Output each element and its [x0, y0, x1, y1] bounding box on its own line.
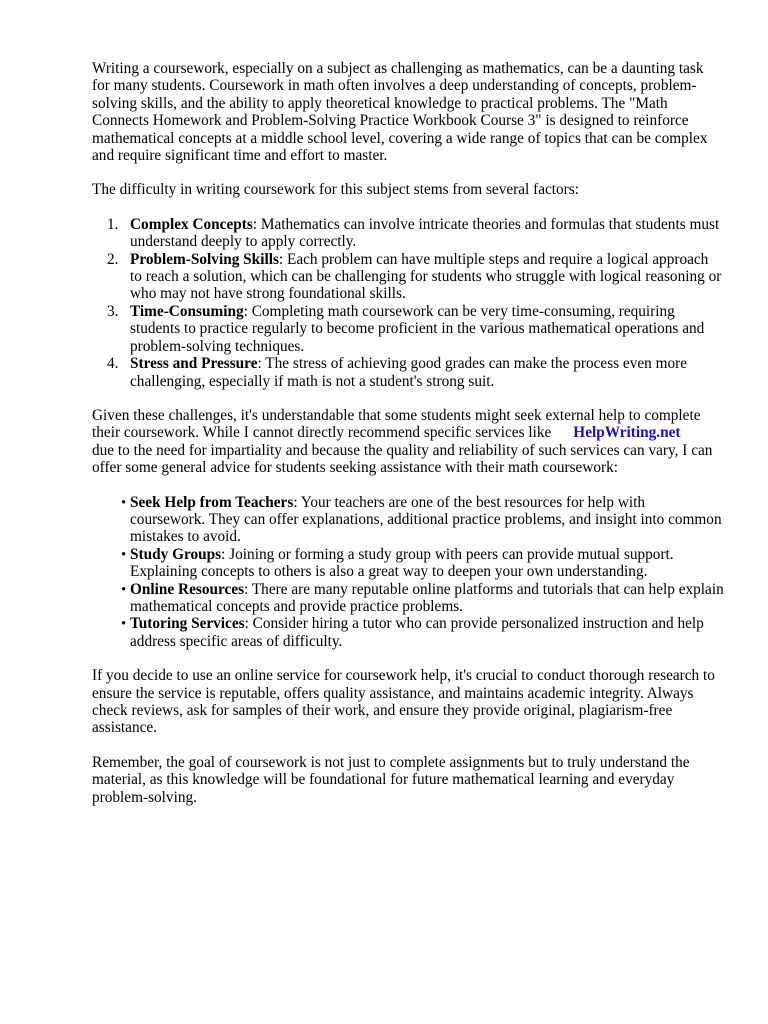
advice-title: Seek Help from Teachers [130, 493, 294, 511]
advice-title: Study Groups [130, 545, 222, 563]
list-item [92, 355, 724, 390]
factors-list [92, 216, 724, 390]
bullet-icon: • [121, 494, 127, 511]
factor-title: Stress and Pressure [130, 355, 258, 373]
list-number: 4. [107, 355, 119, 373]
list-number: 3. [107, 302, 119, 320]
factor-text: : Completing math coursework can be very time-consuming, requiring students to practice regularly to become proficient in the various mathematical operations and problem-solving techniques. [130, 302, 705, 355]
factor-title: Time-Consuming [130, 302, 244, 320]
list-item [92, 494, 724, 546]
list-number: 1. [107, 215, 119, 233]
advice-text: : Consider hiring a tutor who can provide personalized instruction and help address specific areas of difficulty. [130, 615, 704, 650]
help-text-after: due to the need for impartiality and because the quality and reliability of such services can vary, I can offer some general advice for students seeking assistance with their math coursework: [92, 441, 713, 477]
advice-title: Tutoring Services [130, 615, 245, 633]
bullet-icon: • [121, 546, 127, 563]
intro-paragraph: Writing a coursework, especially on a subject as challenging as mathematics, can be a daunting task for many students. Coursework in math often involves a deep understanding of concepts, problem-solving skills, and the ability to apply theoretical knowledge to practical problems. The "Math Connects Homework and Problem-Solving Practice Workbook Course 3" is designed to reinforce mathematical concepts at a middle school level, covering a wide range of topics that can be complex and require significant time and effort to master. [92, 60, 708, 165]
list-item [92, 251, 724, 303]
closing-paragraph: Remember, the goal of coursework is not just to complete assignments but to truly understand the material, as this knowledge will be foundational for future mathematical learning and everyday problem-solving. [92, 753, 690, 806]
factor-title: Complex Concepts [130, 215, 253, 233]
bullet-icon: • [121, 616, 127, 633]
online-service-paragraph: If you decide to use an online service for coursework help, it's crucial to conduct thorough research to ensure the service is reputable, offers quality assistance, and maintains academic integrity. Always check reviews, ask for samples of their work, and ensure they provide original, plagiarism-free assistance. [92, 667, 715, 737]
list-item [92, 615, 724, 650]
factor-title: Problem-Solving Skills [130, 250, 279, 268]
advice-list [92, 494, 724, 651]
difficulty-intro: The difficulty in writing coursework for this subject stems from several factors: [92, 181, 579, 199]
helpwriting-link[interactable]: HelpWriting.net [573, 424, 681, 442]
advice-text: : There are many reputable online platforms and tutorials that can help explain mathematical concepts and provide practice problems. [130, 580, 724, 615]
advice-text: : Your teachers are one of the best resources for help with coursework. They can offer explanations, additional practice problems, and insight into common mistakes to avoid. [130, 493, 722, 546]
bullet-icon: • [121, 581, 127, 598]
help-text-before: Given these challenges, it's understandable that some students might seek external help to complete their coursework. While I cannot directly recommend specific services like [92, 406, 701, 442]
list-item [92, 216, 724, 251]
advice-title: Online Resources [130, 580, 245, 598]
factor-text: : The stress of achieving good grades can make the process even more challenging, especially if math is not a student's strong suit. [130, 355, 688, 390]
factor-text: : Mathematics can involve intricate theories and formulas that students must understand deeply to apply correctly. [130, 215, 720, 251]
advice-text: : Joining or forming a study group with peers can provide mutual support. Explaining concepts to others is also a great way to deepen your own understanding. [130, 545, 674, 581]
list-item [92, 303, 724, 355]
list-number: 2. [107, 250, 119, 268]
help-paragraph [92, 407, 724, 477]
factor-text: : Each problem can have multiple steps and require a logical approach to reach a solution, which can be challenging for students who struggle with logical reasoning or who may not have strong foundational skills. [130, 250, 722, 303]
list-item [92, 546, 724, 581]
list-item [92, 581, 724, 616]
